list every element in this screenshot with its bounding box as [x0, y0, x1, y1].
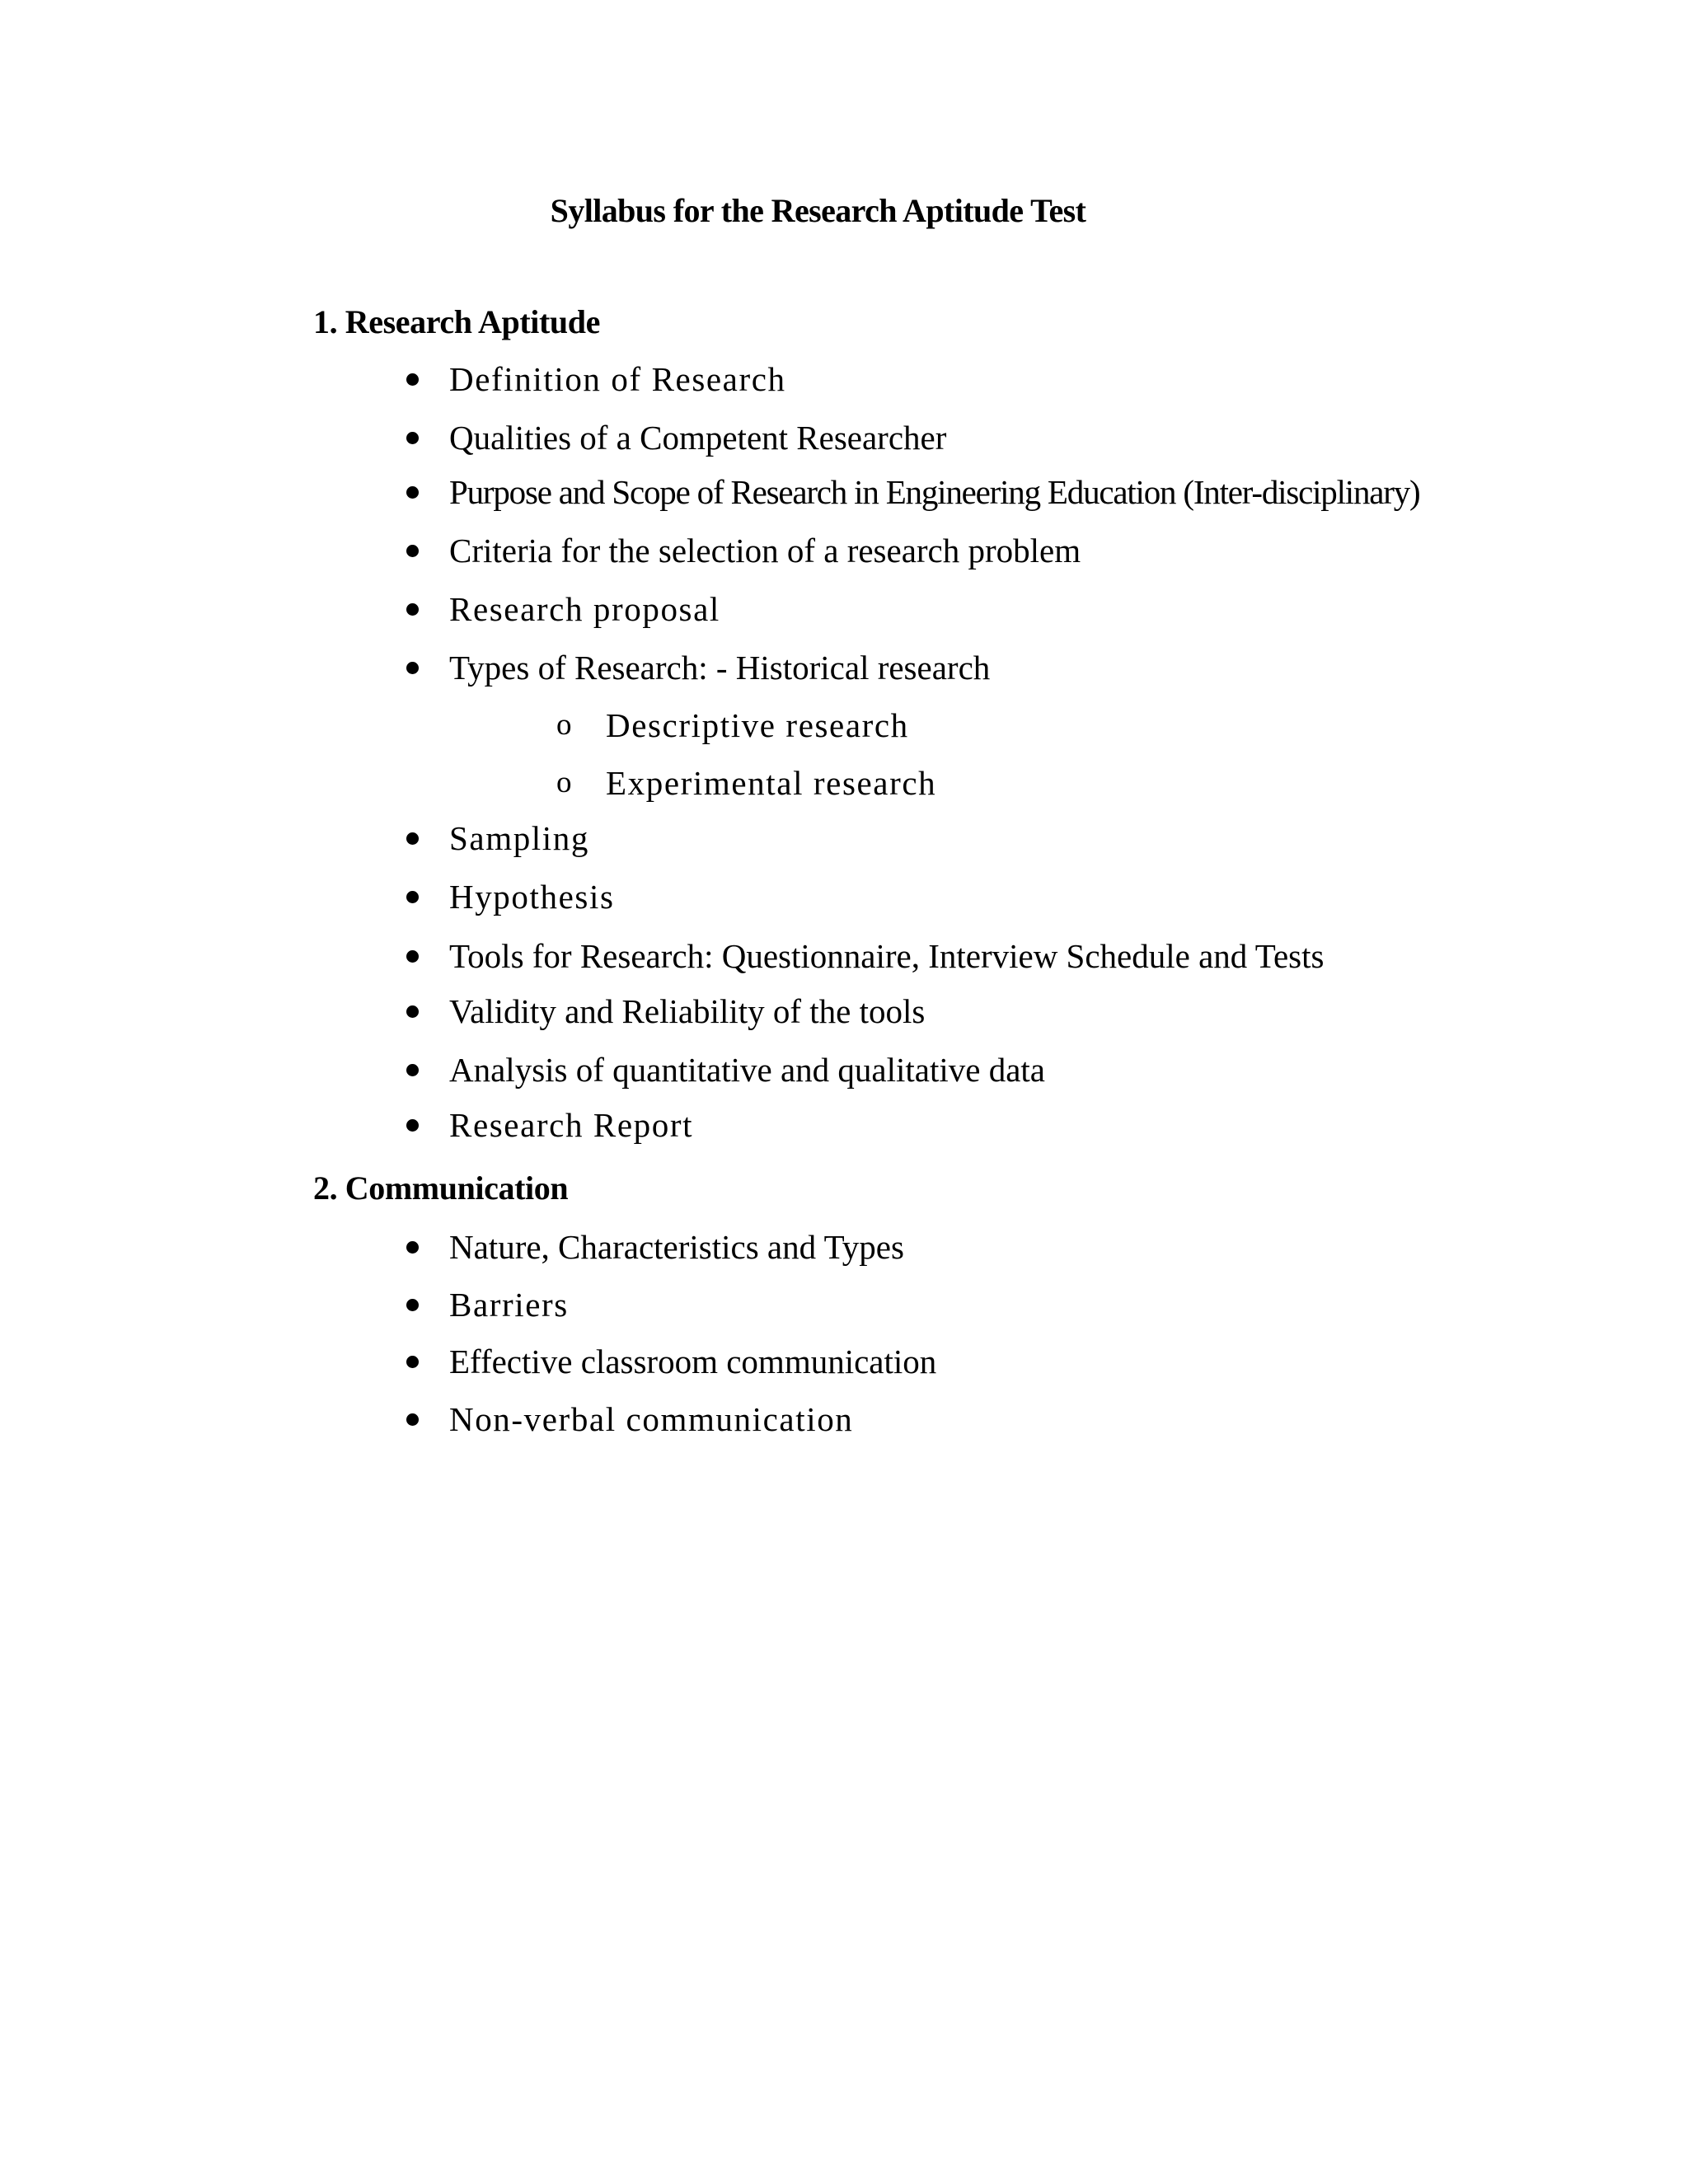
list-item: [400, 987, 925, 1036]
sub-list-item: [556, 758, 936, 808]
list-item: [400, 467, 1420, 517]
list-item-text: Criteria for the selection of a research problem: [449, 532, 1081, 569]
list-item-text: Research Report: [449, 1106, 694, 1144]
list-item-text: Effective classroom communication: [449, 1343, 937, 1380]
list-item: [400, 1337, 936, 1386]
list-item: [400, 813, 589, 863]
bullet-icon: [400, 1064, 449, 1076]
document-title: Syllabus for the Research Aptitude Test: [550, 192, 1086, 229]
list-item-text: Non-verbal communication: [449, 1400, 854, 1438]
list-item-text: Nature, Characteristics and Types: [449, 1228, 904, 1266]
list-item: [400, 931, 1324, 981]
list-item: [400, 1100, 693, 1150]
list-item-text: Sampling: [449, 819, 589, 857]
bullet-icon: [400, 1119, 449, 1132]
sub-list-item-text: Experimental research: [606, 764, 937, 802]
list-item-text: Research proposal: [449, 590, 720, 628]
list-item: [400, 354, 786, 404]
bullet-icon: [400, 432, 449, 444]
list-item: [400, 1222, 904, 1272]
bullet-icon: [400, 373, 449, 386]
list-item-text: Validity and Reliability of the tools: [449, 992, 926, 1030]
list-item: [400, 872, 615, 921]
bullet-icon: [400, 545, 449, 557]
circle-bullet-icon: o: [556, 766, 572, 799]
section-heading-research-aptitude: 1. Research Aptitude: [313, 303, 600, 340]
list-item: [400, 584, 720, 634]
bullet-icon: [400, 832, 449, 845]
bullet-icon: [400, 891, 449, 903]
bullet-icon: [400, 1299, 449, 1311]
sub-list-item: [556, 701, 909, 750]
list-item-text: Types of Research: - Historical research: [449, 649, 991, 687]
bullet-icon: [400, 1413, 449, 1426]
sub-list-item-text: Descriptive research: [606, 706, 909, 744]
list-item-text: Definition of Research: [449, 360, 786, 398]
list-item-text: Tools for Research: Questionnaire, Interview Schedule and Tests: [449, 937, 1325, 975]
list-item-text: Qualities of a Competent Researcher: [449, 419, 947, 457]
bullet-icon: [400, 1241, 449, 1254]
bullet-icon: [400, 662, 449, 674]
list-item: [400, 643, 990, 692]
circle-bullet-icon: o: [556, 708, 572, 742]
bullet-icon: [400, 603, 449, 616]
list-item: [400, 1280, 569, 1329]
bullet-icon: [400, 1005, 449, 1018]
bullet-icon: [400, 1356, 449, 1368]
bullet-icon: [400, 486, 449, 499]
bullet-icon: [400, 950, 449, 963]
list-item: [400, 413, 946, 462]
list-item: [400, 1394, 853, 1444]
list-item-text: Analysis of quantitative and qualitative data: [449, 1051, 1045, 1089]
list-item-text: Barriers: [449, 1286, 569, 1324]
section-heading-communication: 2. Communication: [313, 1169, 569, 1207]
list-item: [400, 1045, 1045, 1094]
list-item-text: Hypothesis: [449, 878, 615, 916]
list-item: [400, 526, 1081, 575]
list-item-text: Purpose and Scope of Research in Engineering Education (Inter-disciplinary): [449, 473, 1420, 511]
